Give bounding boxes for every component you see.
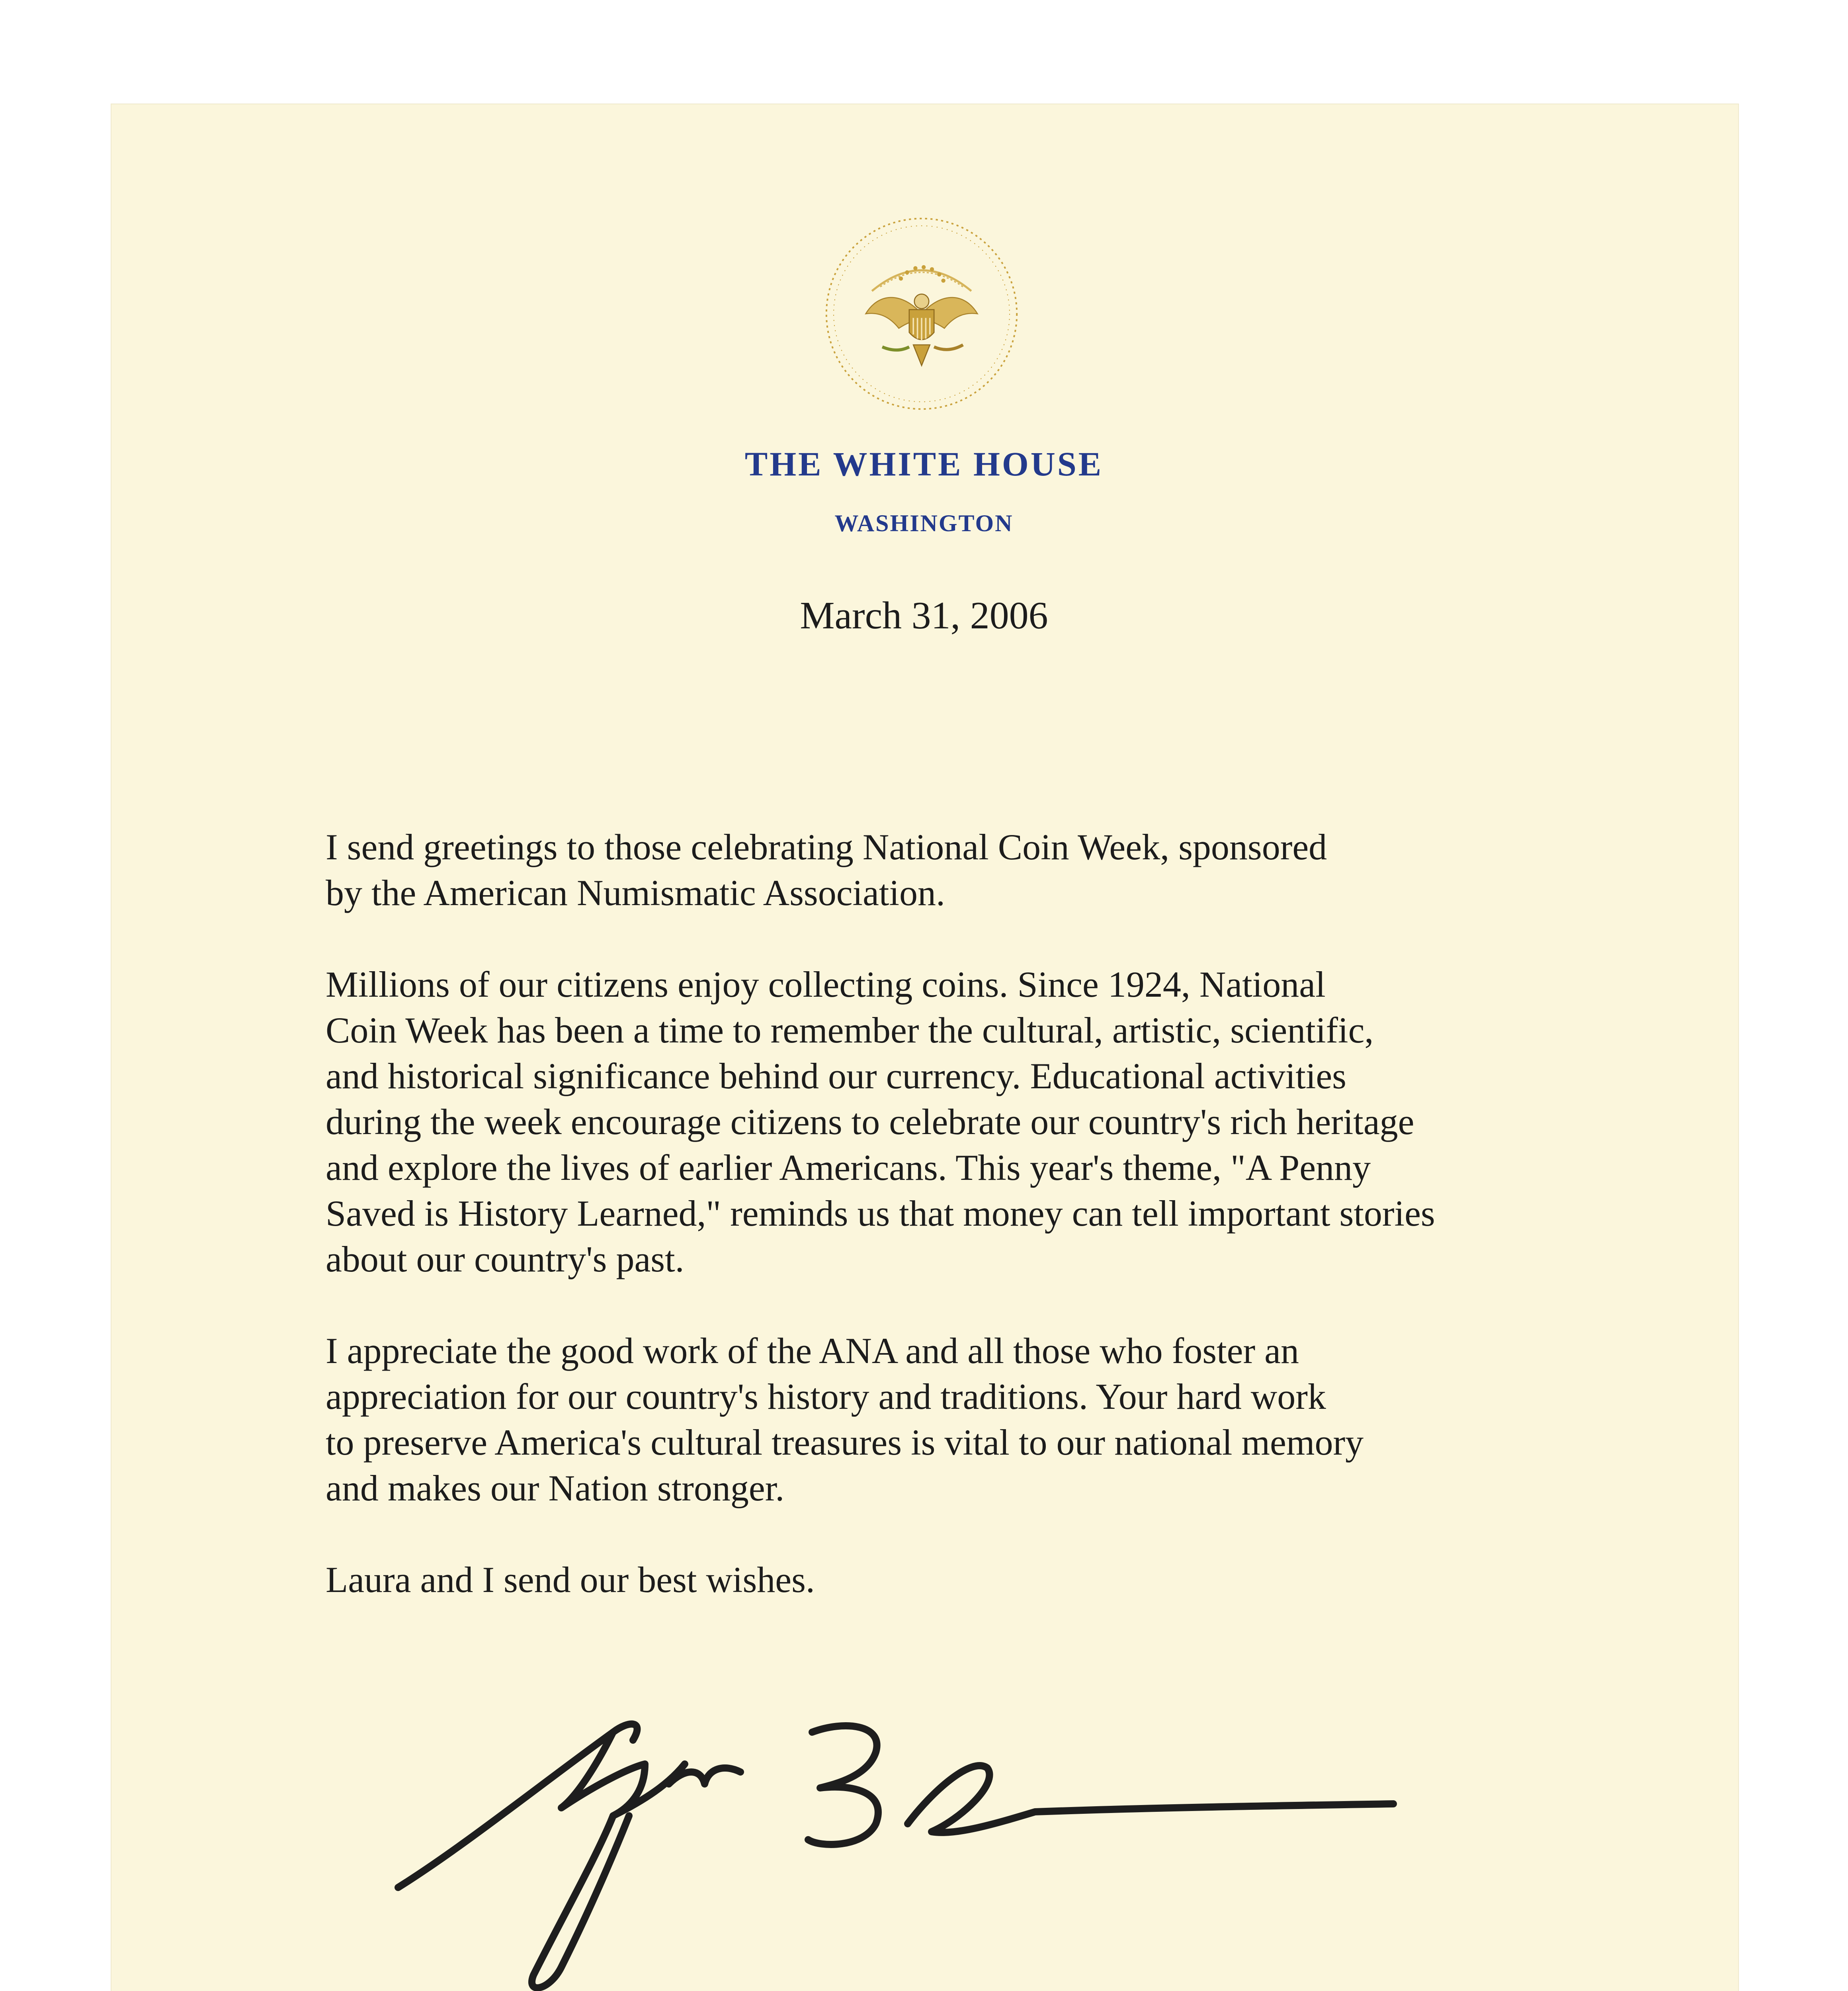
- letter-date: March 31, 2006: [800, 594, 1048, 637]
- letter-body: [326, 824, 1600, 1649]
- paragraph-line: Millions of our citizens enjoy collecting coins. Since 1924, National: [326, 964, 1326, 1005]
- paragraph-line: and makes our Nation stronger.: [326, 1468, 785, 1508]
- presidential-seal-icon: [818, 210, 1025, 417]
- paragraph-greeting: [326, 824, 1600, 916]
- paragraph-line: Laura and I send our best wishes.: [326, 1559, 815, 1600]
- paragraph-line: and historical significance behind our currency. Educational activities: [326, 1056, 1346, 1096]
- paragraph-line: I send greetings to those celebrating National Coin Week, sponsored: [326, 827, 1327, 867]
- paragraph-line: I appreciate the good work of the ANA and all those who foster an: [326, 1330, 1299, 1371]
- paragraph-coin-week: [326, 962, 1600, 1282]
- paragraph-line: by the American Numismatic Association.: [326, 872, 945, 913]
- paragraph-appreciation: [326, 1328, 1600, 1511]
- paragraph-line: to preserve America's cultural treasures is vital to our national memory: [326, 1422, 1364, 1463]
- paragraph-line: during the week encourage citizens to celebrate our country's rich heritage: [326, 1101, 1414, 1142]
- paragraph-line: appreciation for our country's history and traditions. Your hard work: [326, 1376, 1326, 1417]
- paragraph-line: about our country's past.: [326, 1239, 684, 1279]
- letterhead-city: WASHINGTON: [834, 510, 1014, 536]
- paragraph-line: Coin Week has been a time to remember the cultural, artistic, scientific,: [326, 1010, 1374, 1050]
- letterhead-title: THE WHITE HOUSE: [744, 445, 1104, 483]
- paragraph-line: Saved is History Learned," reminds us that money can tell important stories: [326, 1193, 1435, 1234]
- handwritten-signature-icon: [390, 1664, 1401, 1991]
- paragraph-line: and explore the lives of earlier Americans. This year's theme, "A Penny: [326, 1147, 1371, 1188]
- paragraph-closing: [326, 1557, 1600, 1603]
